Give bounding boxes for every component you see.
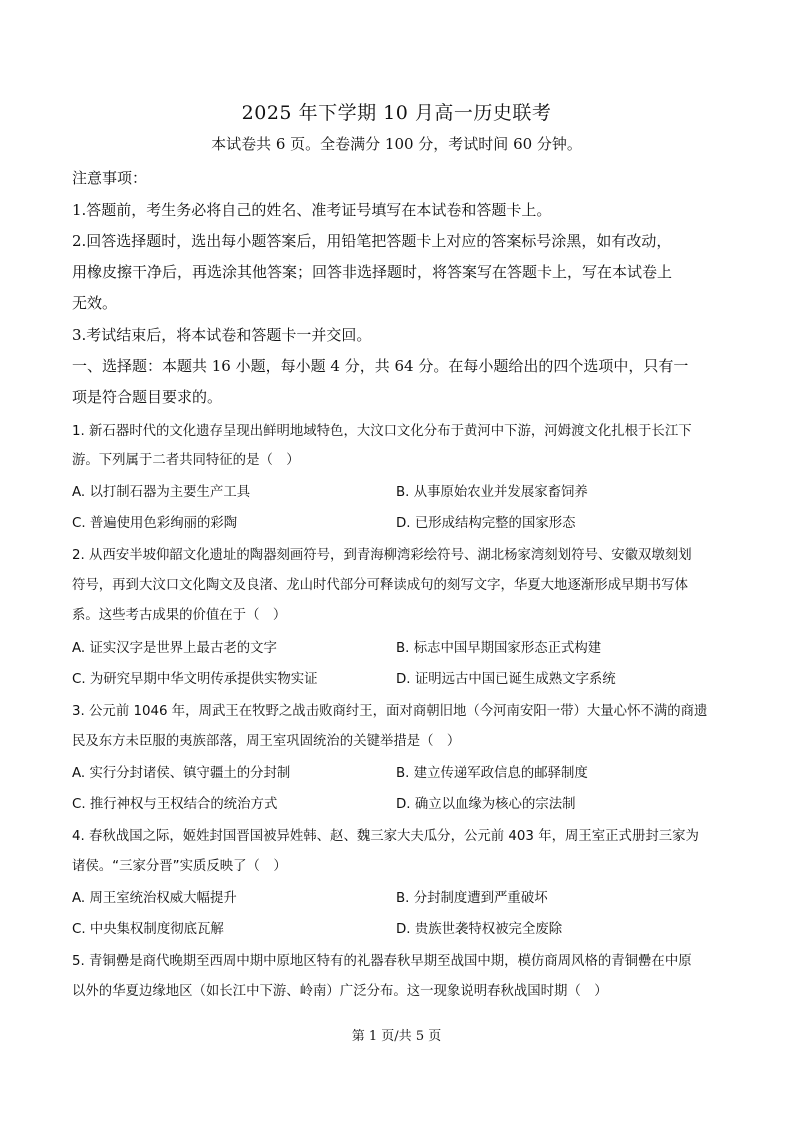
section-heading: 一、选择题：本题共 16 小题，每小题 4 分，共 64 分。在每小题给出的四个选项中，只有一 <box>72 357 689 375</box>
note-item: 1.答题前，考生务必将自己的姓名、准考证号填写在本试卷和答题卡上。 <box>72 201 552 219</box>
notes-heading: 注意事项： <box>72 169 148 187</box>
question-3-option-d: D. 确立以血缘为核心的宗法制 <box>396 797 576 812</box>
question-3-text: 民及东方未臣服的夷族部落，周王室巩固统治的关键举措是（ ） <box>72 734 461 749</box>
exam-title: 2025 年下学期 10 月高一历史联考 <box>241 102 552 124</box>
question-1-option-c: C. 普遍使用色彩绚丽的彩陶 <box>72 516 238 531</box>
question-4-text: 4. 春秋战国之际，姬姓封国晋国被异姓韩、赵、魏三家大夫瓜分，公元前 403 年，周王室正式册封三家为 <box>72 829 699 844</box>
exam-subtitle: 本试卷共 6 页。全卷满分 100 分，考试时间 60 分钟。 <box>211 135 582 153</box>
question-5-text: 以外的华夏边缘地区（如长江中下游、岭南）广泛分布。这一现象说明春秋战国时期（ ） <box>72 984 608 999</box>
question-4-option-a: A. 周王室统治权威大幅提升 <box>72 891 237 906</box>
note-item: 2.回答选择题时，选出每小题答案后，用铅笔把答题卡上对应的答案标号涂黑，如有改动， <box>72 232 672 250</box>
question-1-text: 1. 新石器时代的文化遗存呈现出鲜明地域特色，大汶口文化分布于黄河中下游，河姆渡文化扎根于长江下 <box>72 424 692 439</box>
note-item: 3.考试结束后，将本试卷和答题卡一并交回。 <box>72 326 372 344</box>
note-item: 无效。 <box>72 294 118 312</box>
question-5-text: 5. 青铜罍是商代晚期至西周中期中原地区特有的礼器春秋早期至战国中期，模仿商周风格的青铜罍在中原 <box>72 954 692 969</box>
question-2-text: 符号，再到大汶口文化陶文及良渚、龙山时代部分可释读成句的刻写文字，华夏大地逐渐形成早期书写体 <box>72 578 688 593</box>
question-2-text: 系。这些考古成果的价值在于（ ） <box>72 608 287 623</box>
question-2-text: 2. 从西安半坡仰韶文化遗址的陶器刻画符号，到青海柳湾彩绘符号、湖北杨家湾刻划符号、安徽双墩刻划 <box>72 548 692 563</box>
question-2-option-a: A. 证实汉字是世界上最古老的文字 <box>72 641 277 656</box>
question-1-text: 游。下列属于二者共同特征的是（ ） <box>72 453 300 468</box>
section-heading-continued: 项是符合题目要求的。 <box>72 388 223 406</box>
question-1-option-b: B. 从事原始农业并发展家畜饲养 <box>396 485 588 500</box>
question-3-option-a: A. 实行分封诸侯、镇守疆土的分封制 <box>72 766 291 781</box>
question-2-option-b: B. 标志中国早期国家形态正式构建 <box>396 641 602 656</box>
page-number: 第 1 页/共 5 页 <box>351 1029 442 1044</box>
question-1-option-d: D. 已形成结构完整的国家形态 <box>396 516 576 531</box>
question-3-option-b: B. 建立传递军政信息的邮驿制度 <box>396 766 588 781</box>
question-3-option-c: C. 推行神权与王权结合的统治方式 <box>72 797 278 812</box>
question-4-option-b: B. 分封制度遭到严重破坏 <box>396 891 548 906</box>
question-1-option-a: A. 以打制石器为主要生产工具 <box>72 485 251 500</box>
question-2-option-d: D. 证明远古中国已诞生成熟文字系统 <box>396 672 616 687</box>
question-2-option-c: C. 为研究早期中华文明传承提供实物实证 <box>72 672 318 687</box>
question-4-option-c: C. 中央集权制度彻底瓦解 <box>72 922 224 937</box>
question-4-text: 诸侯。“三家分晋”实质反映了（ ） <box>72 859 287 874</box>
note-item: 用橡皮擦干净后，再选涂其他答案；回答非选择题时，将答案写在答题卡上，写在本试卷上 <box>72 263 673 281</box>
question-4-option-d: D. 贵族世袭特权被完全废除 <box>396 922 563 937</box>
question-3-text: 3. 公元前 1046 年，周武王在牧野之战击败商纣王，面对商朝旧地（今河南安阳一带）大量心怀不满的商遗 <box>72 704 708 719</box>
